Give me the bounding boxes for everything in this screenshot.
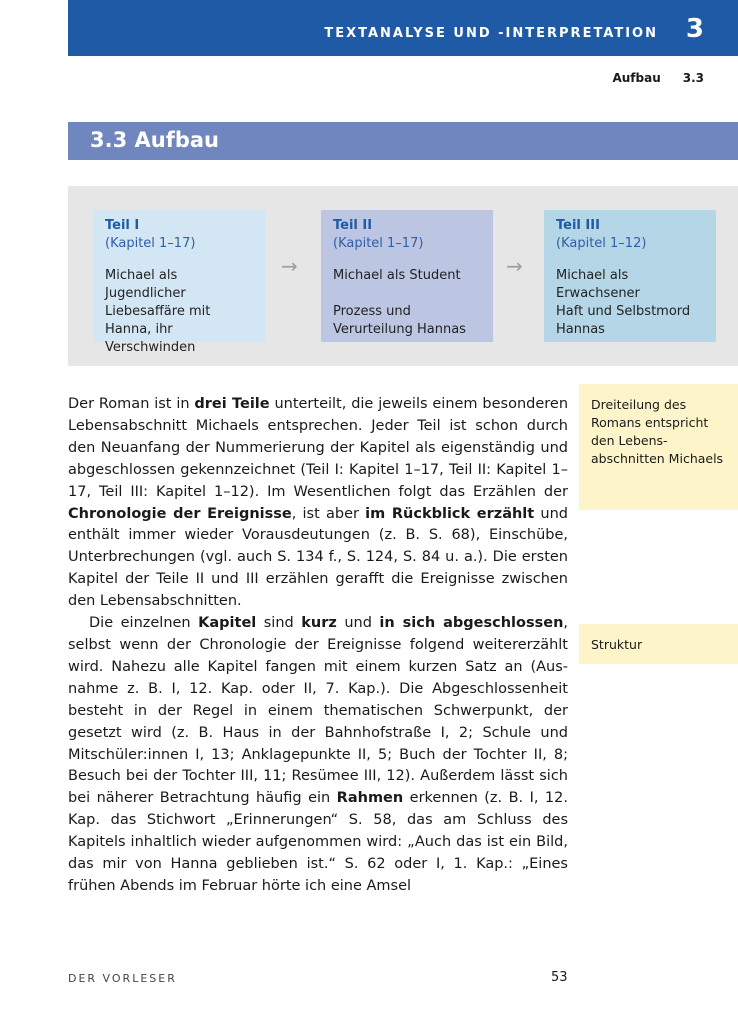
part-title: Teil III [556, 218, 600, 233]
part-chapters: (Kapitel 1–17) [105, 236, 196, 251]
paragraph-1: Der Roman ist in drei Teile unterteilt, die jeweils einem besonderen Lebensabschnitt Michaels entsprechen. Jeder Teil ist schon durch den Neuanfang der Nummerierung der Kapitel als eigenständig und abgeschlossen gekennzeichnet (Teil I: Kapitel 1–17, Teil II: Kapitel 1–17, Teil III: Kapitel 1–12). Im Wesentlichen folgt das Erzählen der Chronologie der Ereignisse, ist aber im Rückblick erzählt und enthält immer wieder Vorausdeutungen (z. B. S. 68), Einschübe, Unterbrechungen (vgl. auch S. 134 f., S. 124, S. 84 u. a.). Die ersten Kapitel der Teile II und III erzählen gerafft die Ereignisse zwischen den Lebensabschnitten. [68, 396, 569, 610]
margin-note-struktur: Struktur [579, 624, 738, 664]
margin-note-dreiteilung: Dreiteilung des Romans entspricht den Lebensabschnitten Michaels [579, 384, 738, 510]
section-heading-bar [68, 122, 738, 160]
part-events: Haft und Selbstmord Hannas [556, 304, 691, 337]
part-phase: Michael als Student [333, 268, 461, 283]
arrow-right-icon: → [506, 254, 523, 278]
part-title: Teil II [333, 218, 373, 233]
section-heading: 3.3 Aufbau [90, 128, 220, 152]
running-head-title: Aufbau [612, 71, 661, 85]
part-box-teil-1 [93, 210, 265, 355]
arrow-right-icon: → [281, 254, 298, 278]
chapter-header-bar [68, 0, 738, 56]
part-phase: Michael als Erwachsener [556, 268, 640, 301]
page-number: 53 [551, 970, 568, 985]
part-box-teil-2 [321, 210, 493, 342]
footer-book-title: DER VORLESER [68, 972, 177, 985]
part-phase: Michael als Jugendlicher [105, 268, 186, 301]
part-chapters: (Kapitel 1–12) [556, 236, 647, 251]
part-box-teil-3 [544, 210, 716, 342]
paragraph-2: Die einzelnen Kapitel sind kurz und in sich abgeschlossen, selbst wenn der Chronologie der Ereignisse folgend weitererzählt wird. Nahezu alle Kapitel fangen mit einem kurzen Satz an (Ausnahme z. B. I, 12. Kap. oder II, 7. Kap.). Die Abgeschlossenheit besteht in der Regel in einem thematischen Schwerpunkt, der gesetzt wird (z. B. Haus in der Bahnhofstraße I, 2; Schule und Mitschüler:innen I, 13; Anklagepunkte II, 5; Buch der Tochter II, 8; Besuch bei der Tochter III, 11; Resümee III, 12). Außerdem lässt sich bei näherer Betrachtung häufig ein Rahmen erkennen (z. B. I, 12. Kap. das Stichwort „Erinnerungen“ S. 58, das am Schluss des Kapitels inhaltlich wieder aufgenommen wird: „Auch das ist ein Bild, das mir von Hanna geblieben ist.“ S. 62 oder I, 1. Kap.: „Eines frühen Abends im Februar hörte ich eine Amsel [68, 615, 569, 894]
part-events: Prozess und Verurteilung Hannas [333, 304, 466, 337]
part-title: Teil I [105, 218, 140, 233]
body-text [68, 394, 568, 898]
running-head-number: 3.3 [682, 71, 704, 85]
part-events: Liebesaffäre mit Hanna, ihr Verschwinden [105, 304, 211, 355]
chapter-title: TEXTANALYSE UND -INTERPRETATION [324, 26, 658, 41]
part-chapters: (Kapitel 1–17) [333, 236, 424, 251]
chapter-number: 3 [685, 14, 704, 44]
running-head [612, 71, 704, 85]
